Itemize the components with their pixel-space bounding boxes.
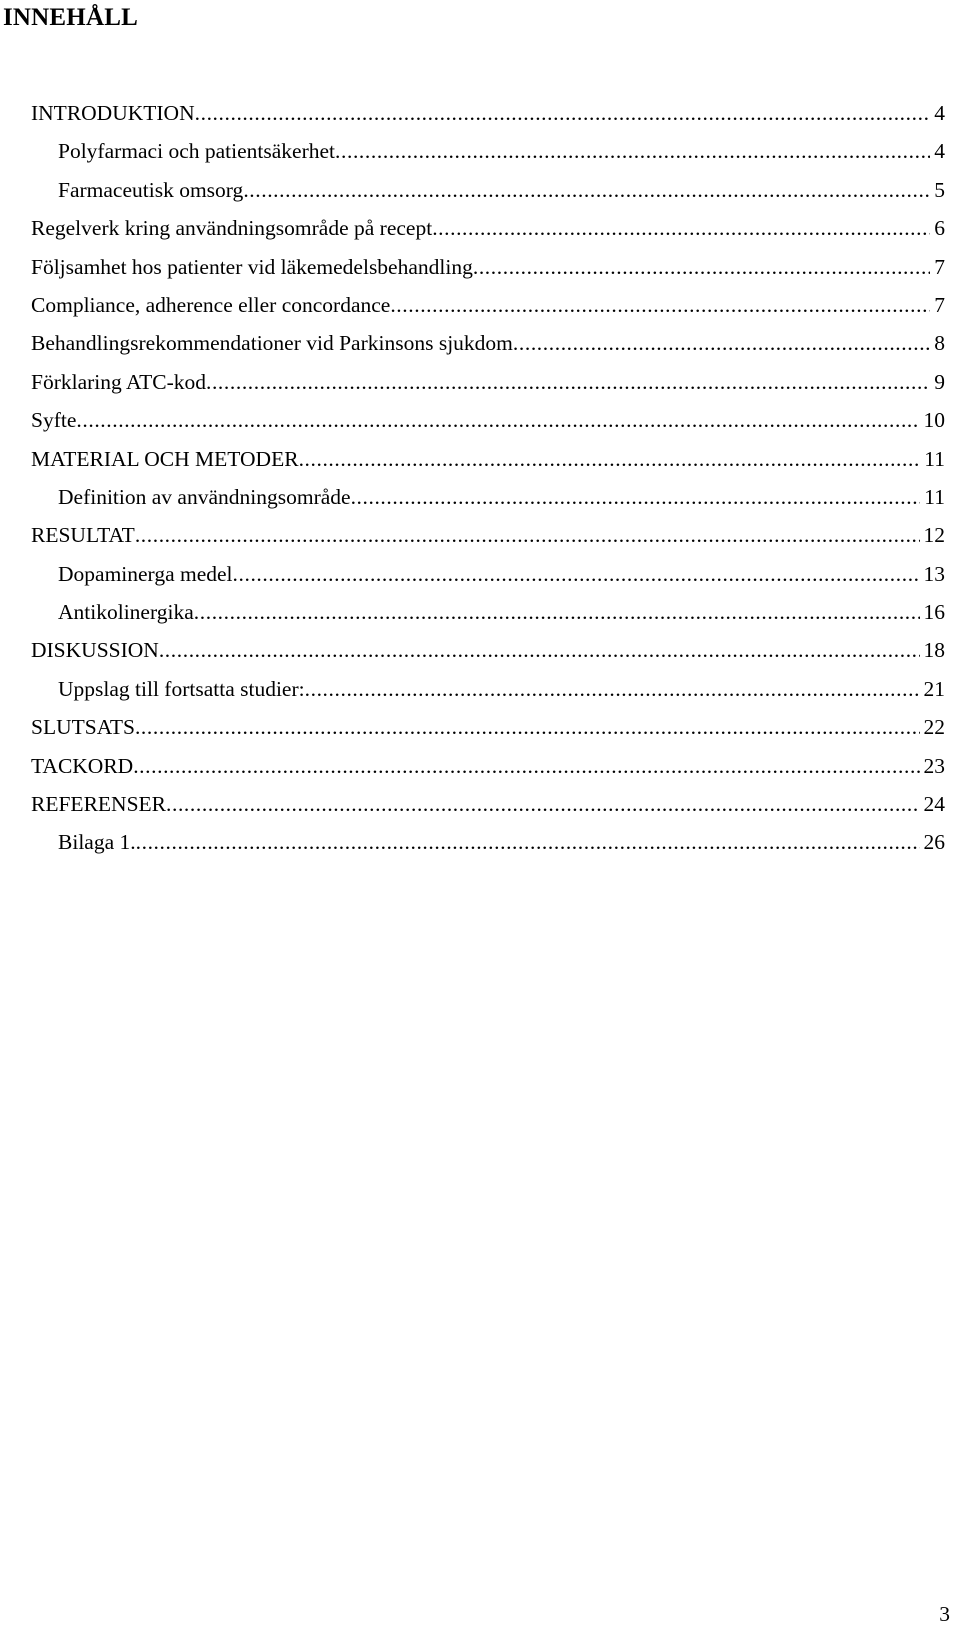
toc-entry-label: Dopaminerga medel bbox=[58, 561, 233, 586]
toc-entry-label: Compliance, adherence eller concordance bbox=[31, 292, 391, 317]
toc-entry-page: 26 bbox=[923, 830, 945, 855]
toc-entry[interactable] bbox=[31, 555, 945, 593]
toc-entry-page: 13 bbox=[923, 561, 945, 586]
toc-entry-page: 5 bbox=[934, 177, 945, 202]
toc-entry-label: Bilaga 1. bbox=[58, 830, 136, 855]
toc-entry-page: 11 bbox=[924, 446, 945, 471]
toc-entry-label: Syfte bbox=[31, 408, 77, 433]
toc-entry[interactable] bbox=[31, 823, 945, 861]
toc-dot-leader bbox=[195, 94, 931, 132]
toc-entry-page: 4 bbox=[934, 101, 945, 125]
toc-entry[interactable] bbox=[31, 747, 945, 785]
toc-entry-label: Behandlingsrekommendationer vid Parkinsons sjukdom bbox=[31, 331, 513, 356]
toc-entry-label: DISKUSSION bbox=[31, 638, 159, 663]
toc-dot-leader bbox=[243, 171, 930, 209]
toc-entry[interactable] bbox=[31, 670, 945, 708]
toc-entry[interactable] bbox=[31, 209, 945, 247]
toc-entry[interactable] bbox=[31, 593, 945, 631]
toc-entry[interactable] bbox=[31, 631, 945, 669]
toc-entry[interactable] bbox=[31, 132, 945, 170]
toc-dot-leader bbox=[136, 823, 920, 861]
toc-dot-leader bbox=[305, 670, 920, 708]
toc-entry-label: SLUTSATS bbox=[31, 715, 135, 740]
toc-entry-page: 23 bbox=[923, 753, 945, 778]
toc-dot-leader bbox=[206, 363, 930, 401]
toc-dot-leader bbox=[513, 324, 930, 362]
toc-dot-leader bbox=[135, 708, 920, 746]
toc-entry[interactable] bbox=[31, 286, 945, 324]
toc-entry-label: Följsamhet hos patienter vid läkemedelsbehandling bbox=[31, 254, 473, 279]
toc-entry[interactable] bbox=[31, 516, 945, 554]
toc-entry-page: 4 bbox=[934, 139, 945, 164]
toc-entry-label: Antikolinergika bbox=[58, 600, 194, 625]
toc-dot-leader bbox=[299, 440, 921, 478]
toc-dot-leader bbox=[233, 555, 920, 593]
toc-entry-label: RESULTAT bbox=[31, 523, 135, 548]
toc-dot-leader bbox=[135, 516, 920, 554]
toc-entry-page: 16 bbox=[923, 600, 945, 625]
toc-entry-page: 6 bbox=[934, 216, 945, 241]
toc-dot-leader bbox=[166, 785, 920, 823]
toc-entry-page: 22 bbox=[923, 715, 945, 740]
toc-entry[interactable] bbox=[31, 363, 945, 401]
toc-entry-label: INTRODUKTION bbox=[31, 101, 195, 125]
toc-dot-leader bbox=[390, 286, 930, 324]
toc-entry-label: Regelverk kring användningsområde på recept bbox=[31, 216, 433, 241]
toc-entry[interactable] bbox=[31, 785, 945, 823]
toc-entry[interactable] bbox=[31, 478, 945, 516]
toc-entry-page: 21 bbox=[923, 676, 945, 701]
toc-entry-page: 8 bbox=[934, 331, 945, 356]
toc-entry-label: TACKORD bbox=[31, 753, 134, 778]
toc-entry-page: 24 bbox=[923, 792, 945, 817]
toc-dot-leader bbox=[432, 209, 930, 247]
toc-dot-leader bbox=[194, 593, 920, 631]
toc-dot-leader bbox=[351, 478, 921, 516]
toc-entry-label: Förklaring ATC-kod bbox=[31, 369, 206, 394]
toc-entry-label: Definition av användningsområde bbox=[58, 484, 351, 509]
toc-dot-leader bbox=[133, 747, 919, 785]
toc-entry-page: 7 bbox=[934, 254, 945, 279]
toc-entry-page: 18 bbox=[923, 638, 945, 663]
toc-entry-label: Uppslag till fortsatta studier: bbox=[58, 676, 305, 701]
toc-dot-leader bbox=[159, 631, 920, 669]
page-number: 3 bbox=[939, 1602, 950, 1626]
toc-entry-page: 11 bbox=[924, 484, 945, 509]
toc-entry[interactable] bbox=[31, 401, 945, 439]
table-of-contents bbox=[31, 94, 945, 862]
toc-entry-label: MATERIAL OCH METODER bbox=[31, 446, 299, 471]
toc-entry[interactable] bbox=[31, 94, 945, 132]
toc-entry[interactable] bbox=[31, 324, 945, 362]
page-title: INNEHÅLL bbox=[3, 4, 138, 31]
toc-entry-label: REFERENSER bbox=[31, 792, 166, 817]
toc-entry-page: 9 bbox=[934, 369, 945, 394]
toc-dot-leader bbox=[335, 132, 930, 170]
toc-dot-leader bbox=[76, 401, 919, 439]
toc-entry[interactable] bbox=[31, 171, 945, 209]
toc-dot-leader bbox=[473, 248, 930, 286]
toc-entry-page: 10 bbox=[923, 408, 945, 433]
toc-entry-label: Farmaceutisk omsorg bbox=[58, 177, 244, 202]
toc-entry[interactable] bbox=[31, 708, 945, 746]
toc-entry[interactable] bbox=[31, 248, 945, 286]
toc-entry-page: 7 bbox=[934, 292, 945, 317]
toc-entry-label: Polyfarmaci och patientsäkerhet bbox=[58, 139, 336, 164]
toc-entry-page: 12 bbox=[923, 523, 945, 548]
toc-entry[interactable] bbox=[31, 440, 945, 478]
